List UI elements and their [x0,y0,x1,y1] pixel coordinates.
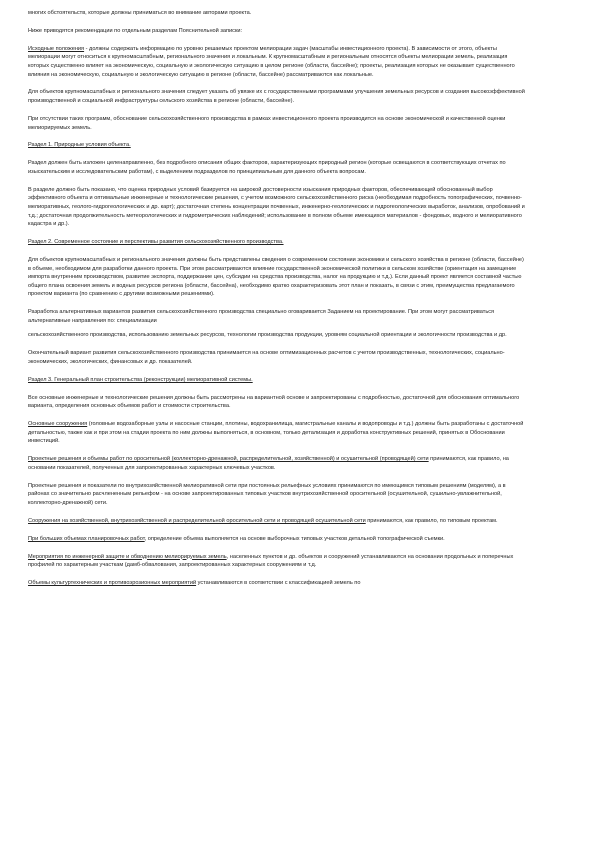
paragraph [28,9,527,18]
paragraph [28,115,527,132]
paragraph-text: Для объектов крупномасштабных и регионального значения следует указать об увязке их с государственными программами улучшения земельных ресурсов и создания высокоэффективной производственной и социальной инфраструктуры сельского хозяйства в регионе (области, бассейне). [28,89,525,105]
paragraph-text: принимаются, как правило, на основании показателей, полученных для запроектированных характерных ключевых участков. [28,456,509,471]
paragraph-text: Раздел должен быть изложен целенаправленно, без подробного описания общих факторов, характеризующих природный регион (которые освещаются в соответствующих отчетах по изыскательским и исследовательским работам), с выделением подразделов по принципиальным для данного объекта вопросам. [28,160,506,175]
paragraph-lead: Объемы культуртехнических и противоэрозионных мероприятий [28,580,197,587]
paragraph-lead: При больших объемах планировочных работ [28,535,145,542]
paragraph [28,238,527,247]
paragraph [28,517,527,526]
paragraph-text: При отсутствии таких программ, обоснование сельскохозяйственного производства в рамках инвестиционного проекта производится на основе экономической и качественной оценки мелиорируемых земель. [28,115,506,131]
paragraph [28,376,527,385]
paragraph-lead: Сооружения на хозяйственной, внутрихозяйственной и распределительной оросительной сети и проводящей осушительной сети [28,517,366,524]
paragraph [28,186,527,229]
paragraph [28,256,527,299]
paragraph-text: Разработка альтернативных вариантов развития сельскохозяйственного производства специально оговаривается Заданием на проектирование. При этом могут рассматриваться альтернативные направления по: специализации [28,309,495,324]
paragraph-text: принимаются, как правило, по типовым проектам. [365,517,498,524]
paragraph-lead: Раздел 1. Природные условия объекта. [28,142,131,149]
paragraph [28,482,527,508]
paragraph-text: Окончательный вариант развития сельскохозяйственного производства принимается на основе оптимизационных расчетов с учетом производственных, технологических, социально-экономических, экологических, финансовых и др. показателей. [28,350,505,365]
paragraph [28,394,527,411]
paragraph-text: Для объектов крупномасштабных и регионального значения должны быть представлены сведения о современном состоянии экономики и сельского хозяйства в регионе (области, бассейне) в объеме, необходимом для разработки данного проекта. При этом рассматриваются влияние государственной экономической политики в сельском хозяйстве (ориентация на замещение импорта внутренним производством, развитие экспорта, поддержание цен, субсидии на средства производства, налог на продукцию и т.д.). Если данный проект является составной частью общего плана освоения земель и водных ресурсов региона (области, бассейна), необходимо кратко охарактеризовать этот план и показать, в связи с этим, преимущества предлагаемого проектом варианта (по сравнению с другими возможными решениями). [28,256,524,298]
paragraph [28,141,527,150]
paragraph [28,88,527,105]
paragraph-text: , населенных пунктов и др. объектов и сооружений устанавливаются на основании продольных и поперечных профилей по характерным участкам (дамб-обвалования, запроектированных характерных сооружениям и т.д. [28,553,514,569]
paragraph-text: (головные водозаборные узлы и насосные станции, плотины, водохранилища, магистральные каналы и водопроводы и т.д.) должны быть разработаны с достаточной детальностью, также как и при этом на стадии проекта по ним должны выполняться, в основном, только детализация и доработка конструктивных решений, принятых в Обосновании инвестиций. [28,421,524,445]
paragraph [28,553,527,570]
paragraph-text: - должны содержать информацию по уровню решаемых проектом мелиорации задач (масштабы инвестиционного проекта). В зависимости от этого, объекты мелиорации могут относиться к крупномасштабным, регионального значения и локальным. К крупномасштабным и региональным относятся объекты мелиорации земель, реализация которых существенно влияет на экономическую, социальную и экологическую ситуацию в целом регионе (области, бассейне); проекты, реализация которых не оказывает существенного влияния на экономическую, социальную и экологическую ситуацию в регионе (области, бассейне) рассматриваются как локальные. [28,45,515,78]
paragraph-lead: Мероприятия по инженерной защите и обводнению мелиорируемых земель [28,553,227,560]
paragraph [28,455,527,472]
paragraph-lead: Раздел 3. Генеральный план строительства (реконструкции) мелиоративной системы. [28,376,253,383]
paragraph [28,308,527,325]
paragraph-lead: Исходные положения [28,45,85,52]
paragraph-text: В разделе должно быть показано, что оценка природных условий базируется на широкой достоверности изыскания природных факторов, обеспечивающей обоснованный выбор эффективного объекта и оптимальные инженерные и технологические решения, с учетом возможного сельскохозяйственного риска (необходимая подробность топографических, почвенно-мелиоративных, геолого-гидрогеологических и др. карт); достаточная степень концентрации почвенных, инженерно-геологических и гидрогеологических выработок, анализов, опробований и т.д.; достаточная продолжительность метеорологических и гидрометрических наблюдений; использование в полном объеме имеющихся материалов - фондовых, водного и мелиоративного кадастра и др.). [28,186,525,228]
paragraph [28,27,527,36]
paragraph-lead: Раздел 2. Современное состояние и перспективы развития сельскохозяйственного производства. [28,239,284,246]
paragraph [28,579,527,588]
paragraph-text: сельскохозяйственного производства, использованию земельных ресурсов, технологии производства продукции, уровням социальной ориентации и экологичности производства и др. [28,332,507,339]
paragraph-lead: Основные сооружения [28,421,88,428]
paragraph-text: Все основные инженерные и технологические решения должны быть рассмотрены на вариантной основе и запроектированы с подробностью, достаточной для обоснования оптимального варианта, определения основных объемов работ и стоимости строительства. [28,394,520,410]
paragraph-text: , определение объема выполняется на основе выборочных типовых участков детальной топографической съемки. [144,535,445,542]
paragraph [28,331,527,340]
paragraph-text: Ниже приводятся рекомендации по отдельным разделам Пояснительной записки: [28,27,243,34]
paragraph [28,420,527,446]
paragraph-text: Проектные решения и показатели по внутрихозяйственной мелиоративной сети при постоянных рельефных условиях принимаются по имеющимся типовым решениям (моделям), а в районах со значительно расчлененным рельефом - на основе запроектированных типовых участков внутрихозяйственной оросительной (осушительной, сушильно-увлажнительной, коллекторно-дренажной) сети. [28,482,506,506]
paragraph-text: многих обстоятельств, которые должны приниматься во внимание авторами проекта. [28,10,252,16]
paragraph-text: устанавливаются в соответствии с классификацией земель по [196,580,361,587]
paragraph-lead: Проектные решения и объемы работ по оросительной (коллекторно-дренажной, распределительной, хозяйственной) и осушительной (проводящей) сети [28,456,429,463]
paragraph [28,535,527,544]
paragraph [28,349,527,366]
paragraph [28,45,527,79]
paragraph [28,159,527,176]
